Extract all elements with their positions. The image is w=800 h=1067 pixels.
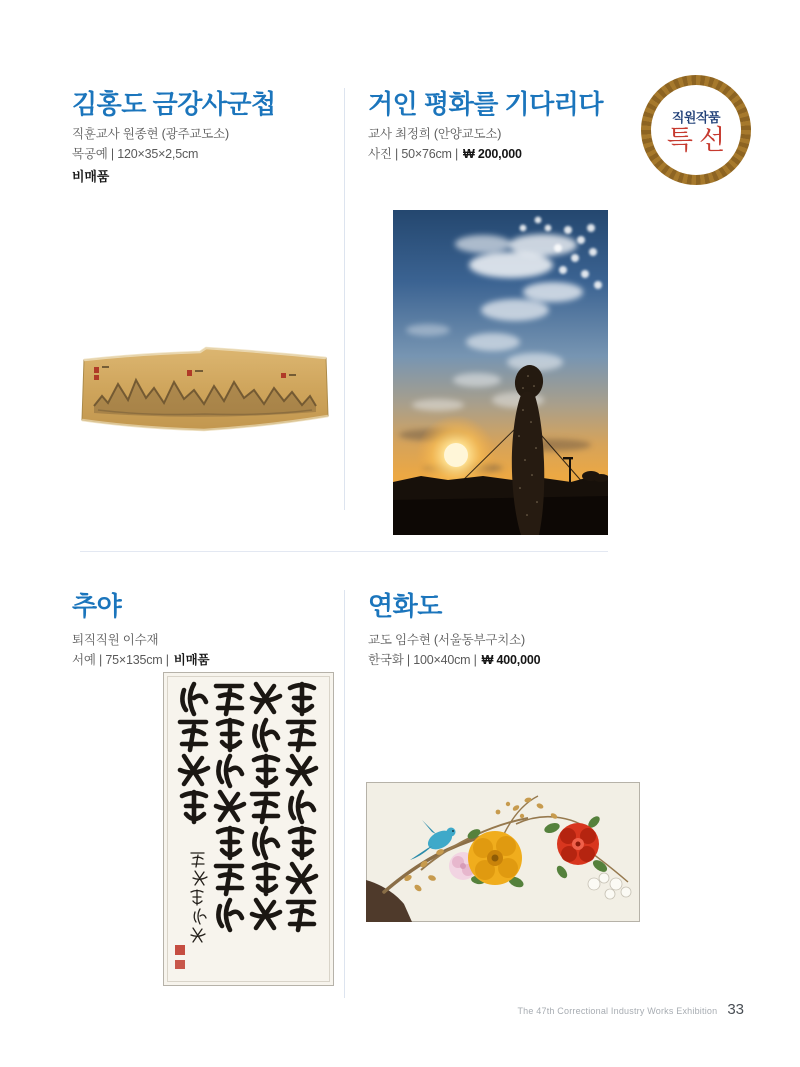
item4-artwork-painting (366, 782, 640, 922)
calligraphy-image (163, 672, 334, 986)
item2-spec-line (368, 144, 522, 162)
item2-spec: 사진 | 50×76cm | (368, 147, 459, 161)
footer-page-number: 33 (727, 1001, 744, 1018)
wood-panel-image (78, 346, 332, 438)
item1-title: 김홍도 금강사군첩 (72, 89, 276, 119)
item1-artwork-wood-panel (78, 346, 332, 438)
badge-category-label: 직원작품 (671, 109, 721, 125)
yellow-flower-shape (468, 831, 522, 885)
item4-price: ₩ 400,000 (481, 653, 541, 667)
item4-title: 연화도 (368, 591, 442, 621)
item1-price: 비매품 (72, 169, 110, 184)
item1-author: 직훈교사 원종현 (광주교도소) (72, 127, 229, 141)
footer-exhibition-label: The 47th Correctional Industry Works Exhibition (517, 1006, 718, 1016)
item3-spec-line (72, 650, 209, 668)
flower-painting-image (366, 782, 640, 922)
red-flower-shape (557, 823, 599, 865)
item3-artwork-calligraphy (163, 672, 334, 986)
column-divider-bottom (344, 590, 345, 998)
sunset-photo-image (393, 210, 608, 535)
item1-spec: 목공예 | 120×35×2,5cm (72, 147, 199, 161)
badge-award-label: 특선 (666, 124, 732, 155)
item4-spec-line (368, 650, 540, 668)
page-footer (0, 1001, 744, 1018)
column-divider-top (344, 88, 345, 510)
item2-price: ₩ 200,000 (463, 147, 522, 161)
item2-title: 거인 평화를 기다리다 (368, 89, 603, 119)
item3-author: 퇴직직원 이수재 (72, 633, 159, 647)
item3-spec: 서예 | 75×135cm | (72, 653, 169, 667)
item2-artwork-photo (393, 210, 608, 535)
item3-title: 추야 (72, 591, 122, 621)
row-divider (80, 551, 608, 552)
item3-price: 비매품 (173, 653, 210, 667)
badge-inner-circle (651, 85, 741, 175)
item4-spec: 한국화 | 100×40cm | (368, 653, 477, 667)
item2-author: 교사 최정희 (안양교도소) (368, 127, 502, 141)
special-selection-badge (641, 75, 751, 185)
item4-author: 교도 임수현 (서울동부구치소) (368, 633, 525, 647)
